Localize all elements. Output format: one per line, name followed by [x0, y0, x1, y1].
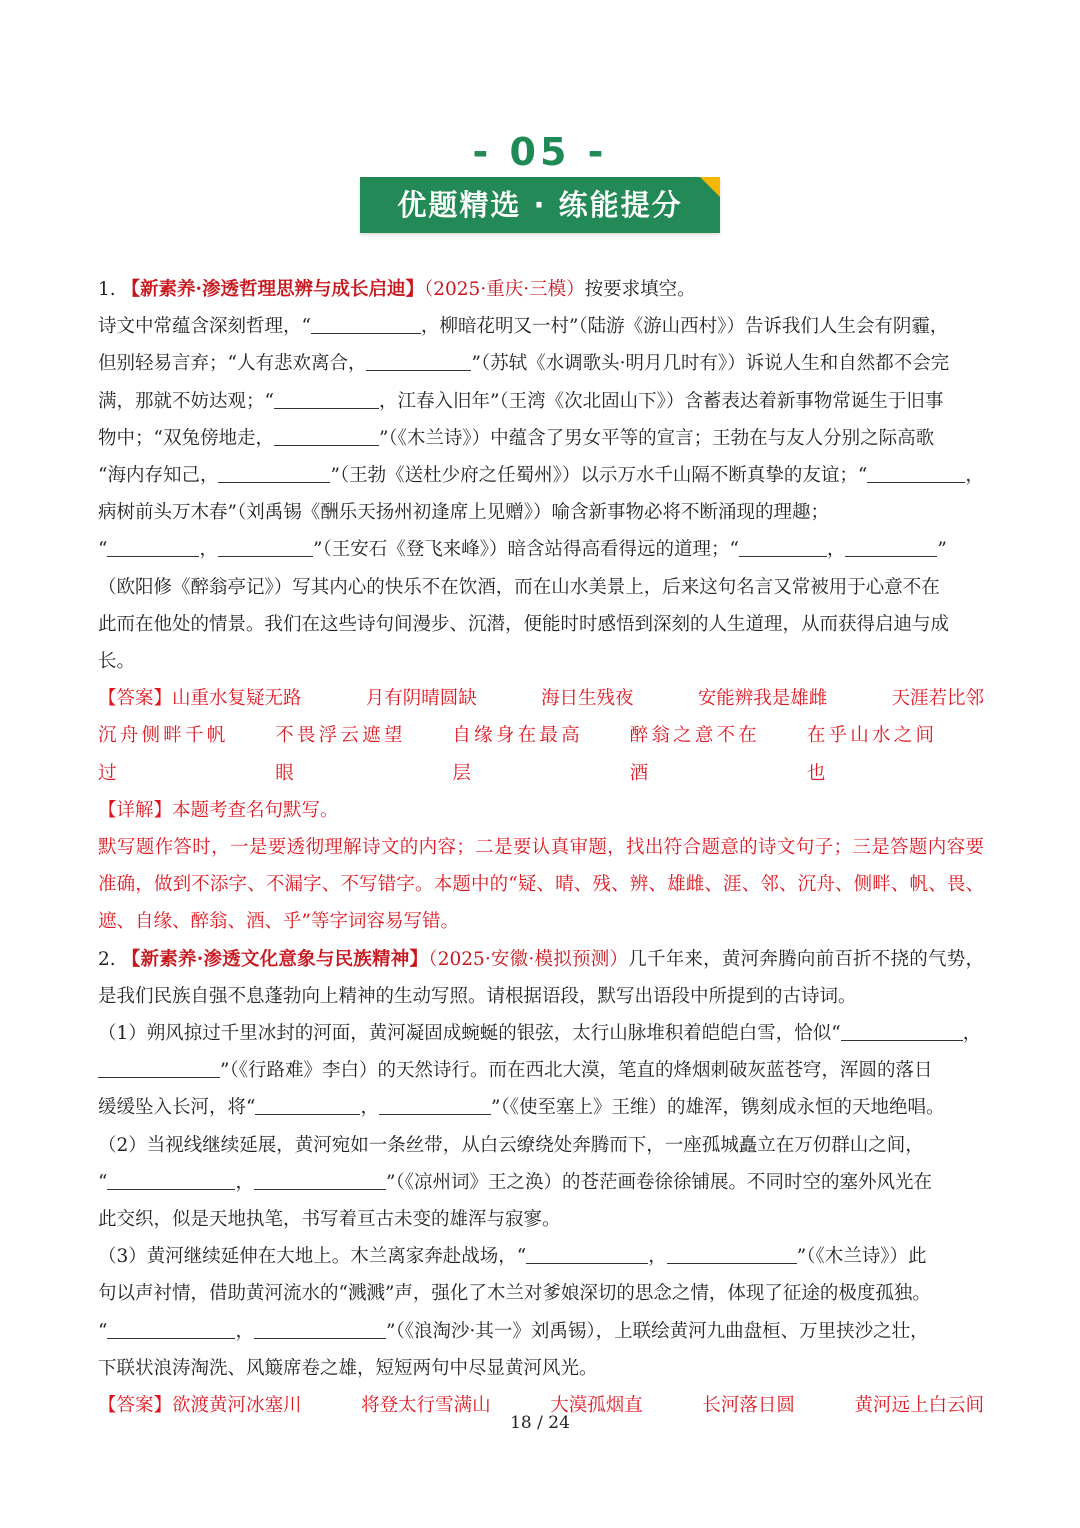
- passage-line: [98, 1275, 984, 1312]
- passage-line: [98, 1015, 984, 1052]
- fill-in-blank[interactable]: [366, 352, 471, 372]
- passage-line: [98, 1313, 984, 1350]
- passage-text: ，柳暗花明又一村”（陆游《游山西村》）告诉我们人生会有阴霾，: [420, 316, 949, 338]
- passage-text: （欧阳修《醉翁亭记》）写其内心的快乐不在饮酒，而在山水美景上，后来这句名言又常被用于心意不在: [98, 576, 940, 598]
- q2-number: 2.: [98, 948, 116, 970]
- fill-in-blank[interactable]: [218, 464, 330, 484]
- banner-corner-decoration: [700, 177, 720, 197]
- passage-text: （2）当视线继续延展，黄河宛如一条丝带，从白云缭绕处奔腾而下，一座孤城矗立在万仞群山之间，: [98, 1134, 924, 1156]
- q1-number: 1.: [98, 279, 116, 300]
- fill-in-blank[interactable]: [107, 1170, 235, 1190]
- fill-in-blank[interactable]: [107, 1319, 235, 1339]
- passage-text: ”（《木兰诗》）此: [796, 1246, 927, 1268]
- answer-item: 将登太行雪满山: [361, 1395, 491, 1417]
- passage-text: 满，那就不妨达观；“: [98, 390, 274, 412]
- passage-text: 此而在他处的情景。我们在这些诗句间漫步、沉潜，便能时时感悟到深刻的人生道理，从而获得启迪与成: [98, 613, 950, 635]
- passage-text: ，: [199, 539, 218, 561]
- fill-in-blank[interactable]: [526, 1245, 648, 1265]
- passage-line: [98, 1127, 984, 1164]
- passage-text: 句以声衬情，借助黄河流水的“溅溅”声，强化了木兰对爹娘深切的思念之情，体现了征途的极度孤独。: [98, 1283, 931, 1305]
- passage-text: 物中；“双兔傍地走，: [98, 427, 274, 449]
- passage-text: ，: [826, 539, 846, 561]
- passage-text: ”（《木兰诗》）中蕴含了男女平等的宣言；王勃在与友人分别之际高歌: [378, 427, 935, 449]
- q1-explain-title: [98, 792, 984, 829]
- passage-text: “: [98, 1320, 108, 1342]
- passage-text: ，: [235, 1320, 254, 1342]
- passage-line: [98, 420, 984, 457]
- q1-answer-row-2: [98, 717, 984, 791]
- answer-item: 长河落日圆: [702, 1395, 795, 1417]
- passage-text: ，江春入旧年”（王湾《次北固山下》）含蓄表达着新事物常诞生于旧事: [378, 390, 944, 412]
- passage-text: （3）黄河继续延伸在大地上。木兰离家奔赴战场，“: [98, 1246, 527, 1268]
- passage-text: ”（王勃《送杜少府之任蜀州》）以示万水千山隔不断真挚的友谊；“: [330, 465, 868, 487]
- fill-in-blank[interactable]: [254, 1170, 386, 1190]
- fill-in-blank[interactable]: [218, 538, 313, 558]
- section-banner: [360, 177, 720, 233]
- q1-source: （2025·重庆·三模）: [424, 279, 585, 300]
- passage-line: [98, 1089, 984, 1126]
- answer-item: 大漠孤烟直: [550, 1395, 643, 1417]
- passage-text: ，: [962, 1023, 982, 1045]
- fill-in-blank[interactable]: [254, 1319, 386, 1339]
- q1-answer-row-1: [98, 680, 984, 717]
- fill-in-blank[interactable]: [739, 538, 827, 558]
- passage-line: [98, 643, 984, 680]
- q1-passage: [98, 308, 984, 680]
- q1-header: [98, 271, 984, 308]
- q2-source: （2025·安徽·模拟预测）: [428, 948, 629, 970]
- passage-line: [98, 606, 984, 643]
- page-number: 18 / 24: [510, 1413, 570, 1433]
- passage-text: （1）朔风掠过千里冰封的河面，黄河凝固成蜿蜒的银弦，太行山脉堆积着皑皑白雪，恰似“: [98, 1023, 841, 1045]
- passage-text: 此交织，似是天地执笔，书写着亘古未变的雄浑与寂寥。: [98, 1209, 561, 1231]
- explain-label: 【详解】: [98, 799, 173, 821]
- fill-in-blank[interactable]: [107, 538, 199, 558]
- passage-line: [98, 494, 984, 531]
- passage-line: [98, 569, 984, 606]
- passage-text: ”（王安石《登飞来峰》）暗含站得高看得远的道理；“: [312, 539, 739, 561]
- passage-text: 下联状浪涛淘洗、风簸席卷之雄，短短两句中尽显黄河风光。: [98, 1357, 598, 1379]
- answer-item: 欲渡黄河冰塞川: [172, 1395, 302, 1417]
- passage-text: ”（《使至塞上》王维）的雄浑，镌刻成永恒的天地绝唱。: [490, 1097, 945, 1119]
- banner-title: 优题精选 · 练能提分: [397, 188, 683, 222]
- passage-line: [98, 1164, 984, 1201]
- q2-header: [98, 941, 984, 1015]
- q1-answer-label: 【答案】: [98, 688, 173, 710]
- passage-text: ，: [648, 1246, 667, 1268]
- passage-text: ”（《行路难》李白）的天然诗行。而在西北大漠，笔直的烽烟刺破灰蓝苍穹，浑圆的落日: [220, 1060, 933, 1082]
- fill-in-blank[interactable]: [311, 315, 421, 335]
- passage-line: [98, 383, 984, 420]
- fill-in-blank[interactable]: [255, 1096, 360, 1116]
- passage-line: [98, 308, 984, 345]
- passage-text: ”（《浪淘沙·其一》刘禹锡），上联绘黄河九曲盘桓、万里挟沙之壮，: [385, 1320, 929, 1342]
- passage-text: “: [98, 539, 108, 561]
- answer-item: 山重水复疑无路: [172, 688, 302, 710]
- passage-text: ，: [235, 1171, 254, 1193]
- fill-in-blank[interactable]: [667, 1245, 797, 1265]
- answer-item: 自缘身在最高层: [452, 725, 580, 784]
- fill-in-blank[interactable]: [841, 1022, 963, 1042]
- q1-instruction: 按要求填空。: [584, 279, 696, 300]
- q1-tag: 【新素养·渗透哲理思辨与成长启迪】: [121, 279, 424, 300]
- q2-passage: [98, 1015, 984, 1387]
- passage-text: 病树前头万木春”（刘禹锡《酬乐天扬州初逢席上见赠》）喻含新事物必将不断涌现的理趣；: [98, 502, 829, 524]
- passage-line: [98, 1238, 984, 1275]
- fill-in-blank[interactable]: [867, 464, 965, 484]
- passage-text: “海内存知己，: [98, 465, 219, 487]
- fill-in-blank[interactable]: [98, 1059, 220, 1079]
- passage-line: [98, 1350, 984, 1387]
- answer-item: 在乎山水之间也: [806, 725, 935, 784]
- passage-text: ，: [965, 465, 984, 487]
- fill-in-blank[interactable]: [274, 426, 379, 446]
- passage-line: [98, 1201, 984, 1238]
- q1-explain-body: 默写题作答时，一是要透彻理解诗文的内容；二是要认真审题，找出符合题意的诗文句子；三是答题内容要准确，做到不添字、不漏字、不写错字。本题中的“疑、晴、残、辨、雄雌、涯、邻、沉舟、侧畔、帆、畏、遮、自缘、醉翁、酒、乎”等字词容易写错。: [98, 837, 984, 933]
- answer-item: 不畏浮云遮望眼: [275, 725, 403, 784]
- fill-in-blank[interactable]: [274, 389, 379, 409]
- passage-line: [98, 1052, 984, 1089]
- fill-in-blank[interactable]: [845, 538, 937, 558]
- passage-text: “: [98, 1171, 108, 1193]
- explain-title-text: 本题考查名句默写。: [172, 799, 339, 821]
- passage-line: [98, 531, 984, 568]
- passage-text: 但别轻易言弃；“人有悲欢离合，: [98, 353, 367, 375]
- answer-item: 安能辨我是雄雌: [697, 688, 828, 710]
- answer-item: 天涯若比邻: [891, 688, 984, 710]
- fill-in-blank[interactable]: [379, 1096, 491, 1116]
- passage-text: ”（苏轼《水调歌头·明月几时有》）诉说人生和自然都不会完: [471, 353, 950, 375]
- passage-line: [98, 345, 984, 382]
- answer-item: 月有阴晴圆缺: [365, 688, 477, 710]
- q2-intro: 几千年来，黄河奔腾向前百折不挠的气势，是我们民族自强不息蓬勃向上精神的生动写照。请根据语段，默写出语段中所提到的古诗词。: [98, 948, 984, 1007]
- answer-item: 沉舟侧畔千帆过: [98, 725, 226, 784]
- q2-tag: 【新素养·渗透文化意象与民族精神】: [121, 948, 429, 970]
- passage-line: [98, 457, 984, 494]
- passage-text: ”（《凉州词》王之涣）的苍茫画卷徐徐铺展。不同时空的塞外风光在: [385, 1171, 932, 1193]
- passage-text: 长。: [98, 651, 136, 673]
- answer-item: 海日生残夜: [540, 688, 634, 710]
- q2-answer-label: 【答案】: [98, 1395, 173, 1417]
- document-body: [98, 271, 984, 1424]
- passage-text: 诗文中常蕴含深刻哲理，“: [98, 316, 311, 338]
- answer-item: 黄河远上白云间: [854, 1395, 984, 1417]
- passage-text: ，: [360, 1097, 379, 1119]
- passage-text: 缓缓坠入长河，将“: [98, 1097, 256, 1119]
- answer-item: 醉翁之意不在酒: [629, 725, 757, 784]
- section-number: - 05 -: [472, 130, 608, 174]
- passage-text: ”: [937, 539, 947, 561]
